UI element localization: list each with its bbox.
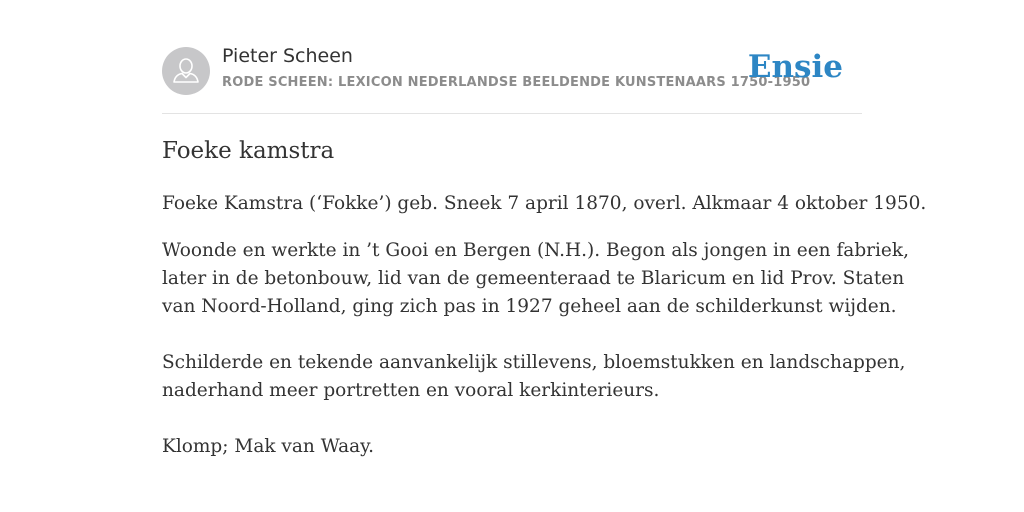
- text-line: Schilderde en tekende aanvankelijk stillevens, bloemstukken en landschappen,: [162, 352, 906, 373]
- text-line: Klomp; Mak van Waay.: [162, 436, 375, 457]
- article-title: Foeke kamstra: [162, 138, 335, 164]
- paragraph-work: [162, 349, 906, 405]
- text-line: Foeke Kamstra (‘Fokke’) geb. Sneek 7 april 1870, overl. Alkmaar 4 oktober 1950.: [162, 193, 927, 214]
- text-line: later in de betonbouw, lid van de gemeenteraad te Blaricum en lid Prov. Staten: [162, 268, 905, 289]
- text-line: van Noord-Holland, ging zich pas in 1927 geheel aan de schilderkunst wijden.: [162, 296, 897, 317]
- source-title[interactable]: RODE SCHEEN: LEXICON NEDERLANDSE BEELDENDE KUNSTENAARS 1750-1950: [222, 75, 811, 90]
- author-avatar[interactable]: [162, 47, 210, 95]
- user-icon: [162, 47, 210, 95]
- text-line: naderhand meer portretten en vooral kerkinterieurs.: [162, 380, 660, 401]
- article-header: [162, 44, 862, 114]
- ensie-logo[interactable]: Ensie: [747, 49, 843, 85]
- author-name[interactable]: Pieter Scheen: [222, 45, 353, 67]
- paragraph-biography: [162, 237, 909, 321]
- text-line: Woonde en werkte in ’t Gooi en Bergen (N.H.). Begon als jongen in een fabriek,: [162, 240, 909, 261]
- paragraph-references: [162, 433, 862, 461]
- paragraph-birth-death: [162, 190, 927, 218]
